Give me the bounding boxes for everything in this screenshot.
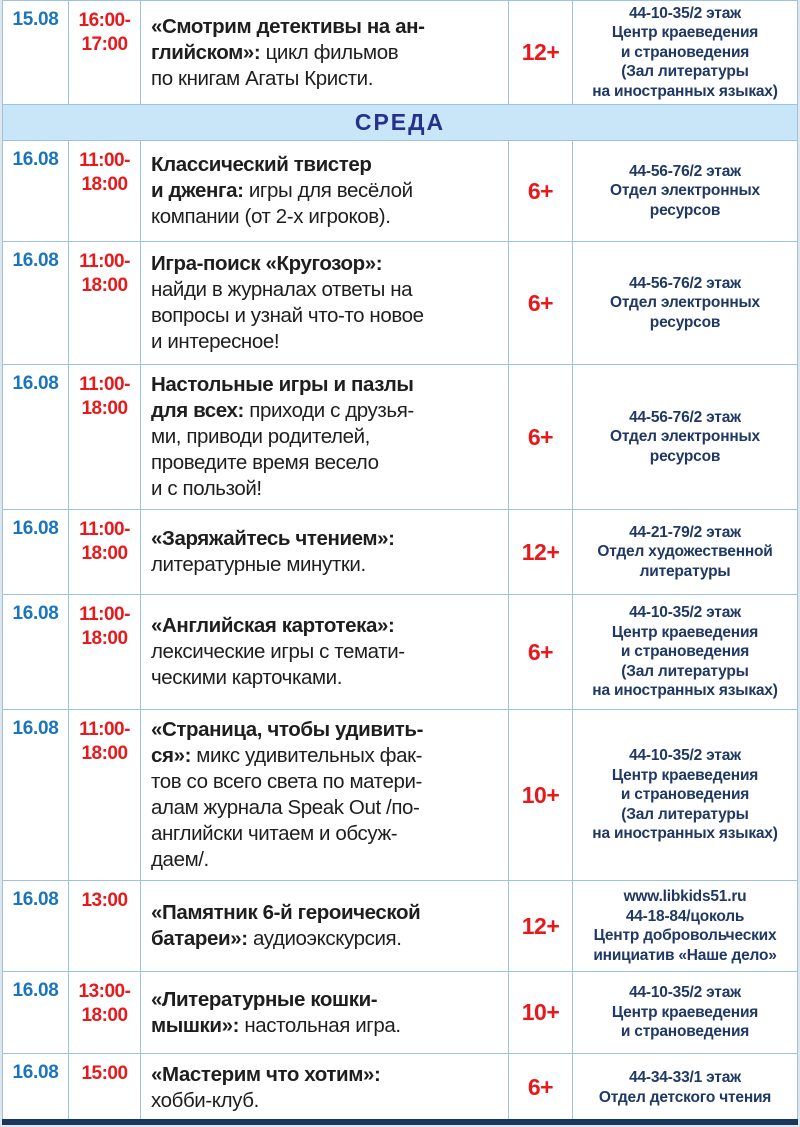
event-time-line: 11:00-	[79, 374, 130, 395]
age-rating-cell	[508, 510, 572, 594]
description-line	[151, 717, 508, 743]
time-cell	[68, 141, 140, 241]
event-text: по книгам Агаты Кристи.	[151, 66, 374, 90]
age-rating-cell	[508, 1, 572, 104]
event-date: 16.08	[12, 373, 59, 394]
description-line	[151, 821, 508, 847]
location-line: Отдел детского чтения	[598, 1088, 772, 1106]
event-date: 15.08	[12, 9, 59, 30]
location-cell	[572, 710, 797, 880]
age-rating-cell	[508, 365, 572, 509]
age-rating-cell	[508, 595, 572, 709]
event-title: «Смотрим детективы на ан-	[151, 14, 425, 38]
event-text: английски читаем и обсуж-	[151, 822, 398, 845]
age-rating-badge: 12+	[521, 538, 560, 565]
event-text: микс удивительных фак-	[191, 744, 423, 767]
event-row	[3, 880, 797, 971]
event-text: алам журнала Speak Out /по-	[151, 796, 420, 819]
age-rating-badge: 10+	[521, 781, 560, 808]
description-line	[151, 40, 508, 66]
description-line	[151, 665, 508, 691]
event-title: «Английская картотека»:	[151, 614, 395, 637]
event-row	[3, 594, 797, 709]
description-line	[151, 178, 508, 204]
description-line	[151, 424, 508, 450]
event-row	[3, 709, 797, 880]
description-line	[151, 152, 508, 178]
event-text: цикл фильмов	[260, 40, 399, 64]
event-date: 16.08	[12, 889, 59, 910]
description-line	[151, 926, 508, 952]
description-line	[151, 639, 508, 665]
event-text: компании (от 2-х игроков).	[151, 205, 391, 228]
location-line: и страноведения	[620, 43, 750, 61]
date-cell	[3, 1054, 68, 1121]
age-rating-badge: 6+	[527, 638, 554, 665]
location-cell	[572, 242, 797, 364]
time-cell	[68, 710, 140, 880]
description-line	[151, 1062, 508, 1088]
location-line: 44-18-84/цоколь	[625, 907, 745, 925]
event-text: приходи с друзья-	[243, 399, 414, 422]
event-time-line: 11:00-	[79, 719, 130, 740]
day-header-label: СРЕДА	[354, 109, 446, 135]
age-rating-badge: 12+	[521, 912, 560, 939]
description-line	[151, 277, 508, 303]
age-rating-cell	[508, 141, 572, 241]
location-line: на иностранных языках)	[592, 825, 778, 843]
location-line: 44-10-35/2 этаж	[629, 747, 741, 765]
event-text: аудиоэкскурсия.	[247, 927, 402, 950]
event-time-line: 18:00	[81, 1005, 128, 1026]
event-time-line: 11:00-	[79, 519, 130, 540]
description-cell	[140, 1, 508, 104]
description-cell	[140, 972, 508, 1053]
location-line: 44-10-35/2 этаж	[629, 4, 741, 22]
description-line	[151, 743, 508, 769]
time-cell	[68, 1054, 140, 1121]
event-time-line: 13:00-	[78, 981, 131, 1002]
location-line: 44-56-76/2 этаж	[629, 162, 741, 180]
location-cell	[572, 510, 797, 594]
description-cell	[140, 1054, 508, 1121]
date-cell	[3, 710, 68, 880]
description-line	[151, 900, 508, 926]
location-line: Центр краеведения	[611, 1003, 759, 1021]
description-line	[151, 251, 508, 277]
event-time-line: 18:00	[81, 628, 128, 649]
location-line: на иностранных языках)	[592, 82, 778, 100]
date-cell	[3, 242, 68, 364]
location-line: 44-56-76/2 этаж	[629, 274, 741, 292]
description-cell	[140, 141, 508, 241]
location-line: Центр краеведения	[611, 623, 759, 641]
location-line: Отдел электронных	[610, 182, 760, 200]
event-row	[3, 140, 797, 241]
location-line: Центр краеведения	[611, 766, 759, 784]
event-text: ми, приводи родителей,	[151, 425, 370, 448]
location-cell	[572, 141, 797, 241]
event-time-line: 13:00	[81, 890, 128, 911]
event-text: вопросы и узнай что-то новое	[151, 304, 424, 327]
event-time-line: 15:00	[81, 1063, 128, 1084]
event-title: «Мастерим что хотим»:	[151, 1062, 381, 1086]
date-cell	[3, 595, 68, 709]
description-line	[151, 987, 508, 1013]
description-line	[151, 552, 508, 578]
description-line	[151, 303, 508, 329]
event-row	[3, 1, 797, 104]
description-line	[151, 769, 508, 795]
location-line: (Зал литературы	[621, 805, 749, 823]
event-title: «Памятник 6-й героической	[151, 901, 421, 924]
location-line: и страноведения	[620, 1023, 750, 1041]
location-line: и страноведения	[620, 786, 750, 804]
event-time-line: 16:00-	[78, 10, 131, 31]
location-line: инициатив «Наше дело»	[593, 946, 777, 964]
event-text: тов со всего света по матери-	[151, 770, 422, 793]
time-cell	[68, 881, 140, 971]
time-cell	[68, 595, 140, 709]
date-cell	[3, 972, 68, 1053]
location-line: 44-10-35/2 этаж	[629, 984, 741, 1002]
event-title: батареи»:	[151, 927, 248, 950]
bottom-border-bar	[2, 1119, 798, 1125]
description-line	[151, 329, 508, 355]
location-line: 44-34-33/1 этаж	[629, 1069, 741, 1086]
location-line: ресурсов	[649, 313, 721, 331]
location-line: ресурсов	[649, 201, 721, 219]
event-text: лексические игры с темати-	[151, 640, 405, 663]
event-time-line: 17:00	[81, 34, 128, 55]
event-title: для всех:	[151, 399, 244, 422]
location-line: Центр добровольческих	[593, 927, 777, 944]
description-line	[151, 526, 508, 552]
description-cell	[140, 510, 508, 594]
date-cell	[3, 141, 68, 241]
description-line	[151, 450, 508, 476]
location-line: (Зал литературы	[621, 63, 749, 81]
description-line	[151, 847, 508, 873]
event-text: ческими карточками.	[151, 666, 343, 689]
event-time-line: 18:00	[81, 743, 128, 764]
event-date: 16.08	[12, 603, 59, 624]
event-time-line: 11:00-	[79, 604, 130, 625]
event-row	[3, 509, 797, 594]
event-time-line: 11:00-	[79, 150, 130, 171]
event-text: литературные минутки.	[151, 553, 366, 576]
event-text: проведите время весело	[151, 451, 379, 474]
time-cell	[68, 510, 140, 594]
event-title: ся»:	[151, 744, 191, 767]
location-line: Отдел электронных	[610, 294, 760, 312]
location-line: Отдел электронных	[610, 428, 760, 446]
day-header-row	[3, 104, 797, 140]
age-rating-badge: 12+	[521, 39, 560, 65]
event-title: глийском»:	[151, 40, 261, 64]
date-cell	[3, 1, 68, 104]
event-date: 16.08	[12, 250, 59, 271]
event-text: даем/.	[151, 848, 209, 871]
age-rating-badge: 6+	[527, 1074, 554, 1100]
event-time-line: 18:00	[81, 275, 128, 296]
time-cell	[68, 365, 140, 509]
location-cell	[572, 972, 797, 1053]
event-text: игры для весёлой	[243, 179, 413, 202]
event-time-line: 18:00	[81, 174, 128, 195]
event-row	[3, 1053, 797, 1121]
time-cell	[68, 242, 140, 364]
location-line: 44-21-79/2 этаж	[629, 523, 741, 541]
event-date: 16.08	[12, 980, 59, 1001]
location-cell	[572, 1054, 797, 1121]
event-text: и интересное!	[151, 330, 280, 353]
event-time-line: 18:00	[81, 398, 128, 419]
age-rating-badge: 6+	[527, 423, 554, 450]
description-cell	[140, 710, 508, 880]
event-time-line: 18:00	[81, 543, 128, 564]
event-time-line: 11:00-	[79, 251, 130, 272]
event-text: и с пользой!	[151, 477, 262, 500]
description-line	[151, 14, 508, 40]
date-cell	[3, 365, 68, 509]
description-line	[151, 795, 508, 821]
event-title: мышки»:	[151, 1013, 240, 1037]
event-title: и дженга:	[151, 179, 244, 202]
location-line: www.libkids51.ru	[623, 888, 747, 905]
event-text: хобби-клуб.	[151, 1088, 259, 1112]
age-rating-cell	[508, 881, 572, 971]
event-title: Настольные игры и пазлы	[151, 373, 414, 396]
description-line	[151, 372, 508, 398]
location-line: (Зал литературы	[621, 662, 749, 680]
event-row	[3, 241, 797, 364]
description-cell	[140, 595, 508, 709]
date-cell	[3, 510, 68, 594]
event-title: «Страница, чтобы удивить-	[151, 718, 424, 741]
location-line: 44-56-76/2 этаж	[629, 408, 741, 426]
event-text: настольная игра.	[239, 1013, 401, 1037]
event-row	[3, 364, 797, 509]
location-cell	[572, 365, 797, 509]
time-cell	[68, 1, 140, 104]
date-cell	[3, 881, 68, 971]
location-line: ресурсов	[649, 447, 721, 465]
description-line	[151, 1088, 508, 1114]
age-rating-badge: 10+	[521, 999, 560, 1025]
age-rating-cell	[508, 1054, 572, 1121]
description-cell	[140, 242, 508, 364]
description-line	[151, 613, 508, 639]
location-line: Центр краеведения	[611, 24, 759, 42]
age-rating-cell	[508, 710, 572, 880]
location-line: литературы	[639, 562, 731, 580]
description-line	[151, 1013, 508, 1039]
event-title: Игра-поиск «Кругозор»:	[151, 252, 383, 275]
location-cell	[572, 595, 797, 709]
age-rating-badge: 6+	[527, 289, 554, 316]
description-line	[151, 66, 508, 92]
age-rating-cell	[508, 972, 572, 1053]
description-cell	[140, 881, 508, 971]
description-line	[151, 398, 508, 424]
event-date: 16.08	[12, 718, 59, 739]
description-line	[151, 204, 508, 230]
event-title: «Заряжайтесь чтением»:	[151, 527, 395, 550]
age-rating-cell	[508, 242, 572, 364]
location-line: и страноведения	[620, 643, 750, 661]
location-line: на иностранных языках)	[592, 682, 778, 700]
description-line	[151, 476, 508, 502]
event-date: 16.08	[12, 1062, 59, 1083]
event-text: найди в журналах ответы на	[151, 278, 413, 301]
location-line: Отдел художественной	[597, 543, 773, 561]
event-title: Классический твистер	[151, 153, 372, 176]
description-cell	[140, 365, 508, 509]
schedule-table	[2, 0, 798, 1121]
event-date: 16.08	[12, 149, 59, 170]
location-cell	[572, 881, 797, 971]
time-cell	[68, 972, 140, 1053]
age-rating-badge: 6+	[527, 177, 554, 204]
location-cell	[572, 1, 797, 104]
event-date: 16.08	[12, 518, 59, 539]
event-row	[3, 971, 797, 1053]
location-line: 44-10-35/2 этаж	[629, 604, 741, 622]
event-title: «Литературные кошки-	[151, 987, 378, 1011]
